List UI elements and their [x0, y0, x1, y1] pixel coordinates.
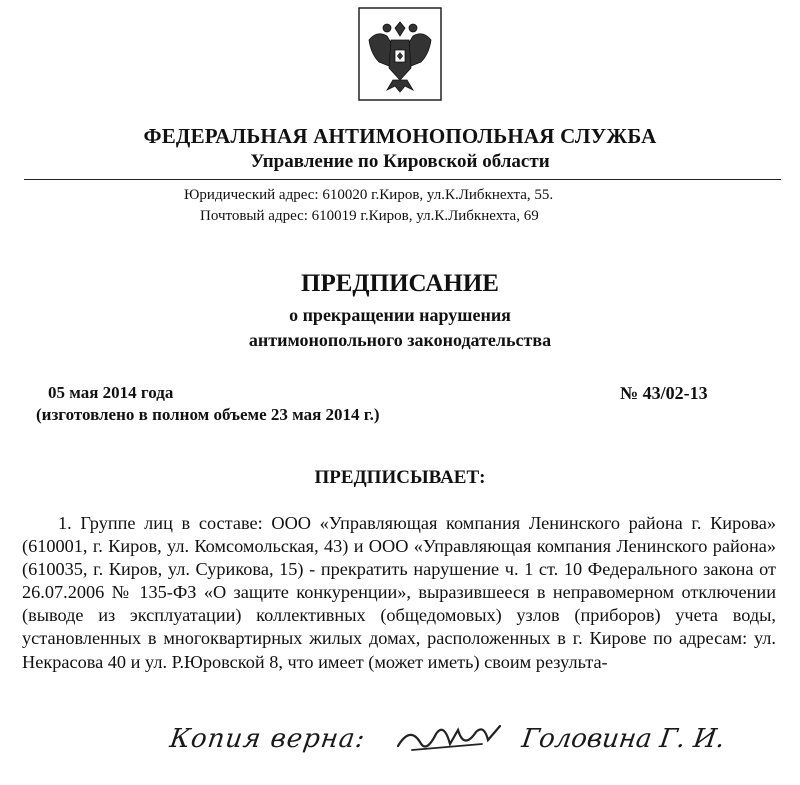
postal-address: Почтовый адрес: 610019 г.Киров, ул.К.Либкнехта, 69: [200, 208, 539, 224]
document-subtitle-2: антимонопольного законодательства: [248, 330, 552, 350]
department-name: Управление по Кировской области: [250, 151, 550, 172]
header-divider: [24, 179, 781, 180]
document-title: ПРЕДПИСАНИЕ: [301, 270, 499, 297]
copy-label: Копия верна:: [167, 724, 368, 754]
legal-address: Юридический адрес: 610020 г.Киров, ул.К.Либкнехта, 55.: [184, 187, 554, 203]
document-subtitle-1: о прекращении нарушения: [289, 305, 511, 325]
handwritten-certification: [167, 716, 770, 768]
signer-name: Головина Г. И.: [519, 724, 727, 754]
document-date-note: (изготовлено в полном объеме 23 мая 2014 г.): [36, 405, 380, 424]
document-number: № 43/02-13: [620, 383, 708, 403]
order-paragraph-1: 1. Группе лиц в составе: ООО «Управляющая компания Ленинского района г. Кирова» (610001, г. Киров, ул. Комсомольская, 43) и ООО «Управляющая компания Ленинского района» (610035, г. Киров, ул. Сурикова, 15) - прекратить нарушение ч. 1 ст. 10 Федерального закона от 26.07.2006 № 135-ФЗ «О защите конкуренции», выразившееся в неправомерном отключении (выводе из эксплуатации) коллективных (общедомовых) узлов (приборов) учета воды, установленных в многоквартирных жилых домах, расположенных в г. Кирове по адресам: ул. Некрасова 40 и ул. Р.Юровской 8, что имеет (может иметь) своим результа-: [22, 513, 776, 672]
signature-icon: [392, 720, 512, 760]
double-headed-eagle-icon: [357, 6, 443, 102]
order-heading: ПРЕДПИСЫВАЕТ:: [314, 467, 486, 488]
organization-name: ФЕДЕРАЛЬНАЯ АНТИМОНОПОЛЬНАЯ СЛУЖБА: [143, 124, 657, 148]
document-date: 05 мая 2014 года: [48, 383, 174, 402]
